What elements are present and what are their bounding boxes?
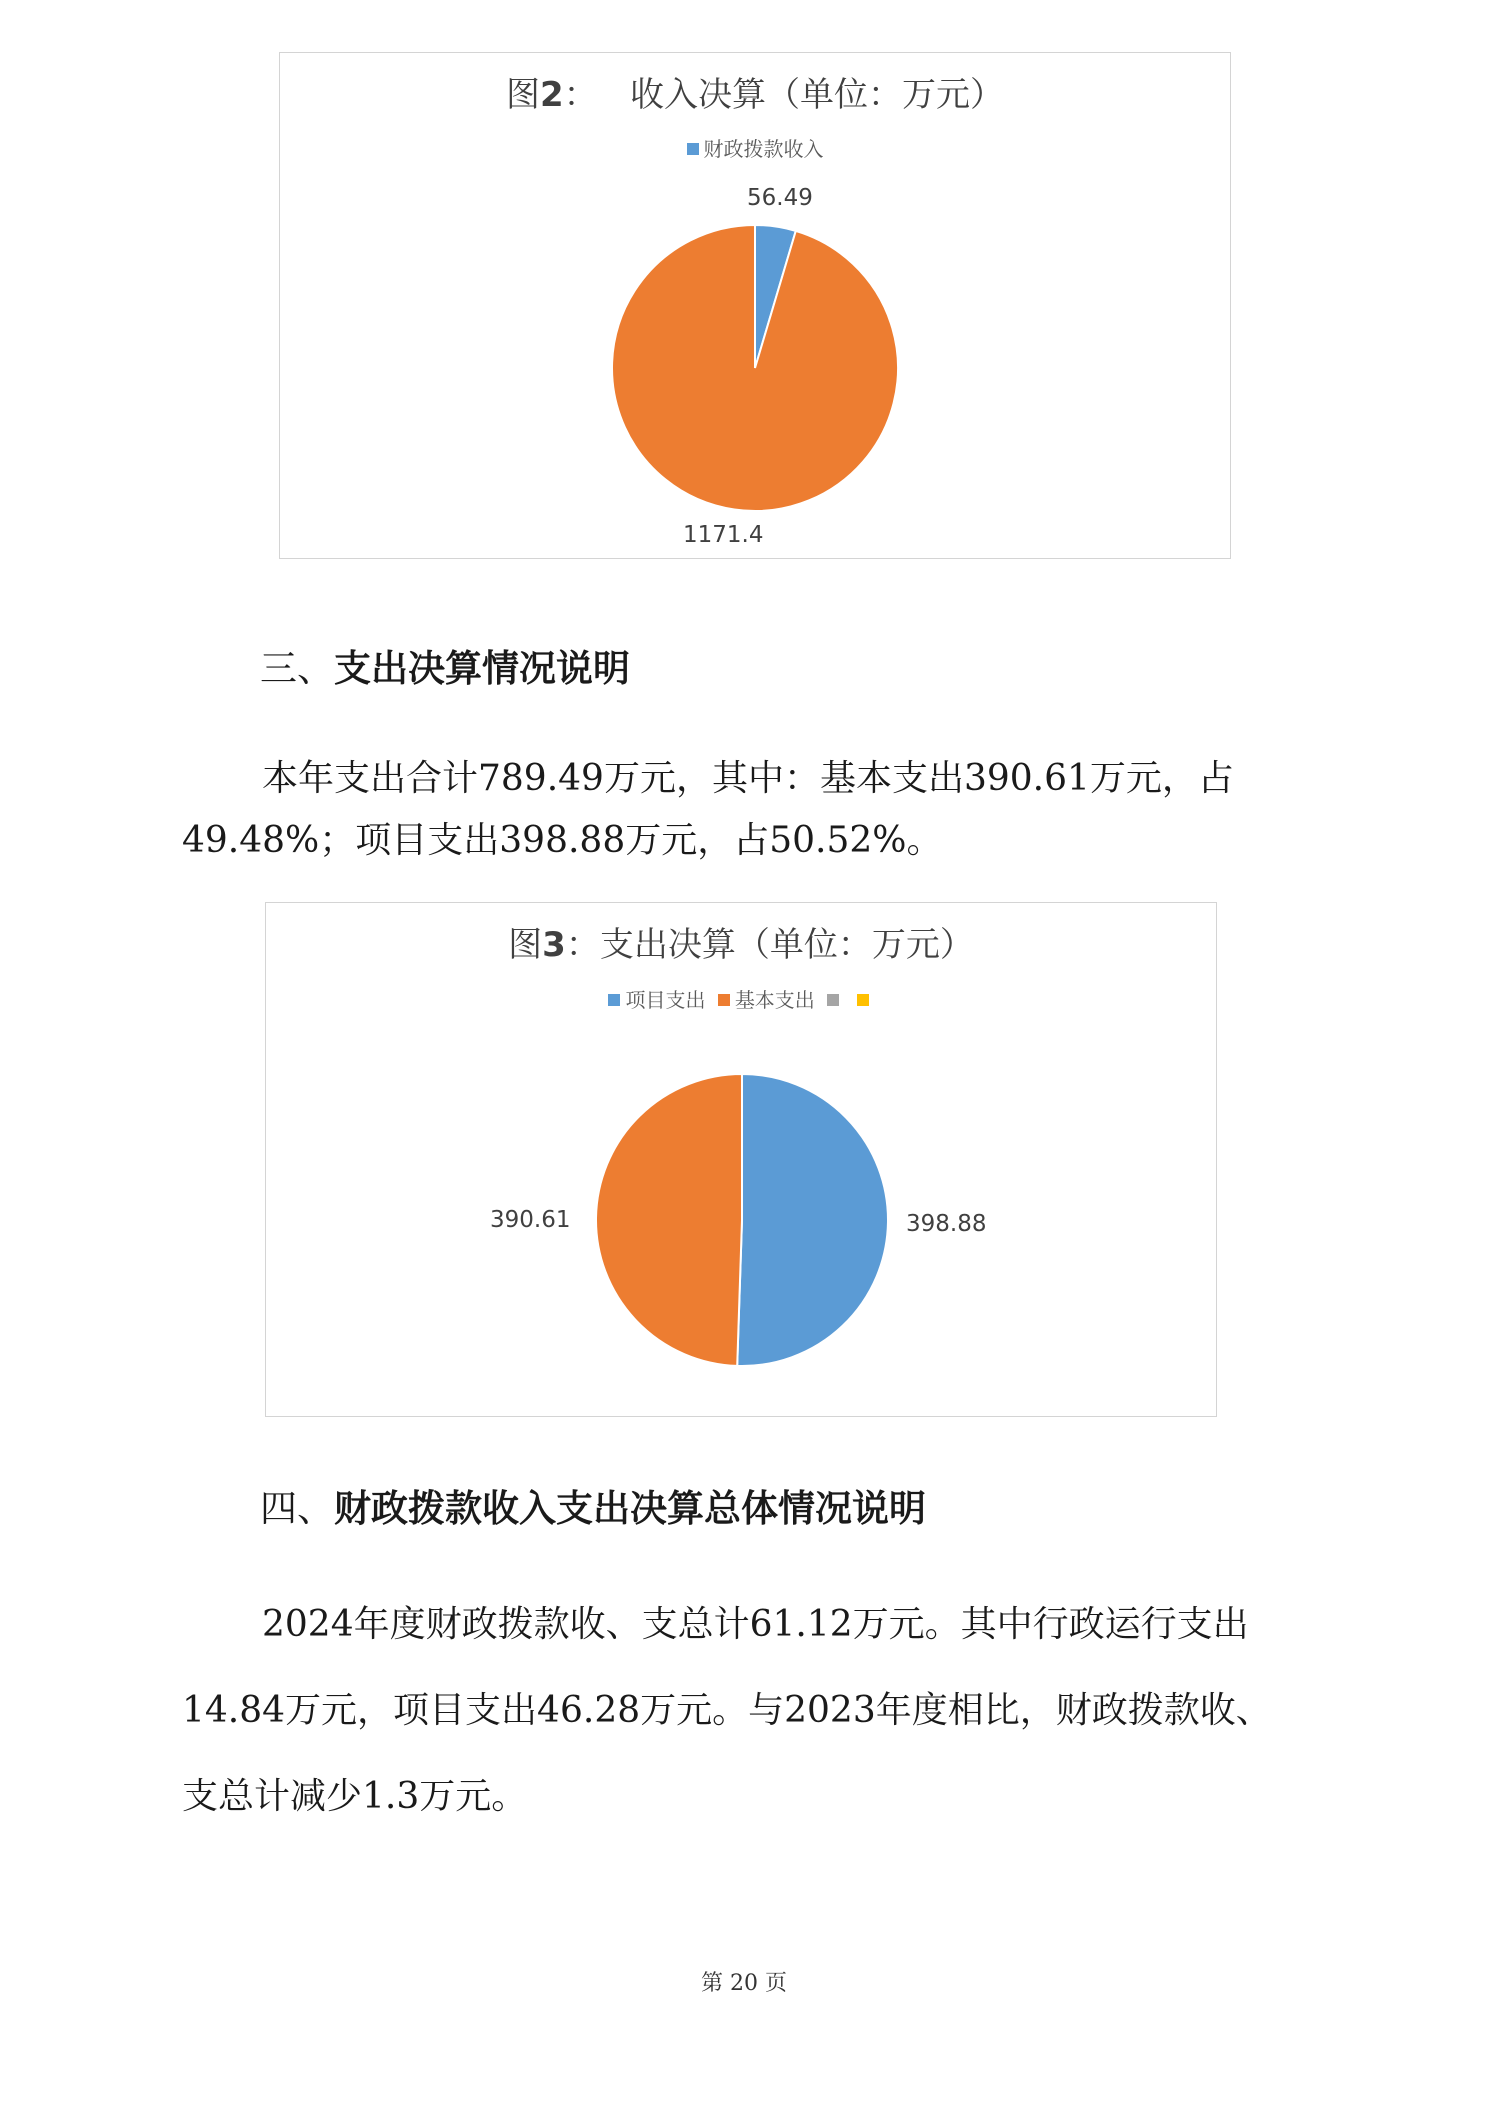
page-number: 第 20 页 [701,1971,787,1996]
paragraph-line: 本年支出合计789.49万元，其中：基本支出390.61万元，占 [262,758,1234,799]
pie-chart-income [280,53,1232,560]
section-heading-expenditure: 三、支出决算情况说明 [260,647,630,690]
pie-slice-1 [737,1074,888,1366]
expenditure-chart [265,902,1217,1417]
data-label-slice-1: 398.88 [906,1211,987,1237]
paragraph-expenditure [182,748,1234,872]
chart-title: 图3：支出决算（单位：万元） [508,925,974,965]
paragraph-line: 14.84万元，项目支出46.28万元。与2023年度相比，财政拨款收、 [182,1690,1272,1731]
pie-chart-expenditure [266,903,1218,1418]
legend-label: 财政拨款收入 [703,137,824,161]
income-chart [279,52,1231,559]
pie-slice-2 [596,1074,742,1366]
data-label-slice-1: 56.49 [747,185,813,211]
chart-title: 图2： 收入决算（单位：万元） [505,75,1005,115]
data-label-slice-2: 1171.4 [683,522,764,548]
paragraph-line: 2024年度财政拨款收、支总计61.12万元。其中行政运行支出 [262,1604,1249,1645]
legend-label: 项目支出 [625,988,706,1012]
paragraph-fiscal [182,1582,1272,1840]
data-label-slice-2: 390.61 [490,1207,571,1233]
paragraph-line: 支总计减少1.3万元。 [182,1776,528,1817]
pie-slice-2 [612,225,898,511]
section-heading-fiscal: 四、财政拨款收入支出决算总体情况说明 [260,1487,926,1530]
legend-label: 基本支出 [734,988,815,1012]
paragraph-line: 49.48%；项目支出398.88万元，占50.52%。 [182,820,943,861]
